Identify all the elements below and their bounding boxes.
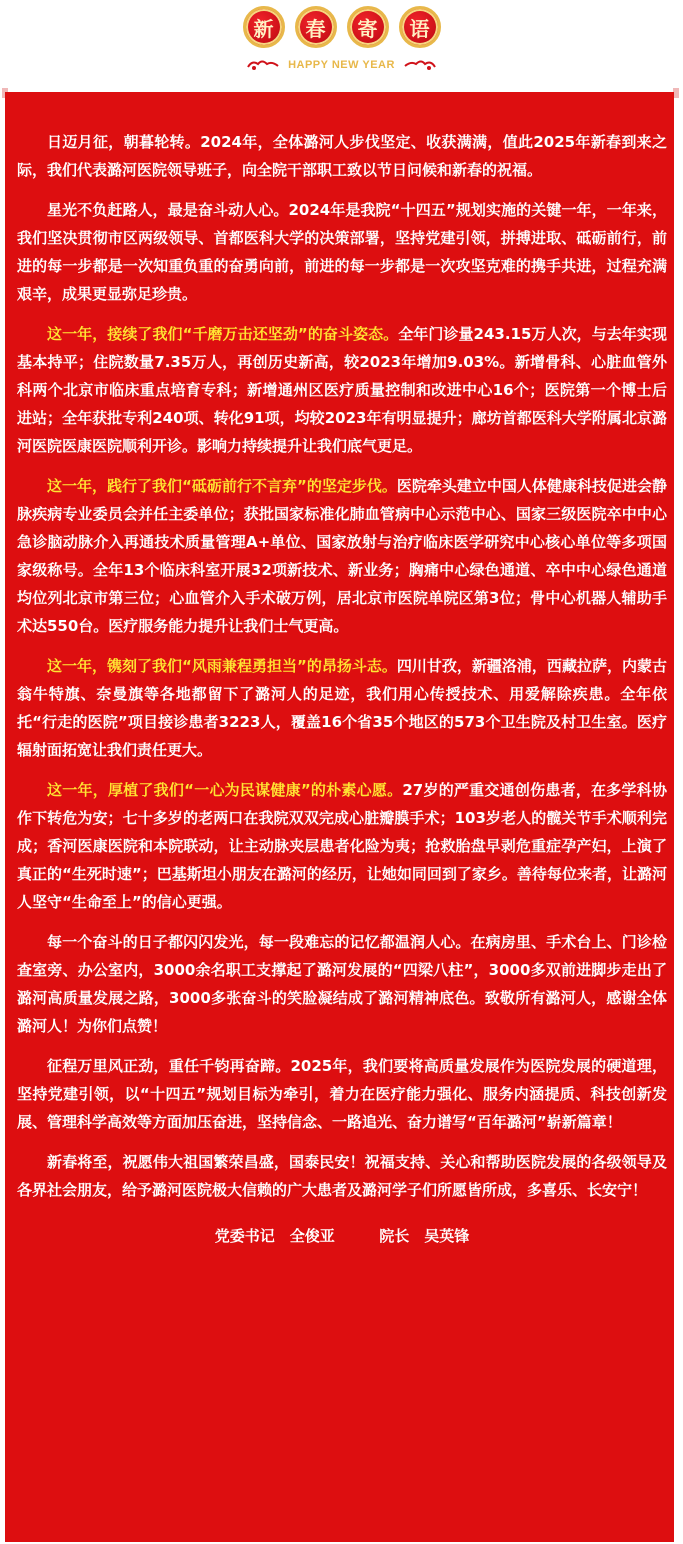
title-char-badge: 语	[399, 6, 441, 48]
paragraph-text: 27岁的严重交通创伤患者，在多学科协作下转危为安；七十多岁的老两口在我院双双完成心脏瓣膜手术；103岁老人的髋关节手术顺利完成；香河医康医院和本院联动，让主动脉夹层患者化险为夷；抢救胎盘早剥危重症孕产妇，上演了真正的“生死时速”；巴基斯坦小朋友在潞河的经历，让她如同回到了家乡。善待每位来者，让潞河人坚守“生命至上”的信心更强。	[17, 781, 667, 911]
paragraph-highlight: 这一年，践行了我们“砥砺前行不言弃”的坚定步伐。	[47, 477, 397, 495]
greeting-body	[17, 128, 667, 1250]
greeting-card	[5, 92, 674, 1542]
paragraph	[17, 928, 667, 1040]
paragraph	[17, 320, 667, 460]
paragraph-text: 四川甘孜，新疆洛浦，西藏拉萨，内蒙古翁牛特旗、奈曼旗等各地都留下了潞河人的足迹，我们用心传授技术、用爱解除疾患。全年依托“行走的医院”项目接诊患者3223人，覆盖16个省35个地区的573个卫生院及村卫生室。医疗辐射面拓宽让我们责任更大。	[17, 657, 667, 759]
auspicious-cloud-right-icon	[403, 58, 437, 72]
paragraph-text: 新春将至，祝愿伟大祖国繁荣昌盛，国泰民安！祝福支持、关心和帮助医院发展的各级领导及各界社会朋友，给予潞河医院极大信赖的广大患者及潞河学子们所愿皆所成，多喜乐、长安宁！	[17, 1153, 667, 1199]
paragraph	[17, 1148, 667, 1204]
signature-president: 院长 吴英锋	[379, 1227, 470, 1245]
paragraph	[17, 472, 667, 640]
paragraph-text: 医院牵头建立中国人体健康科技促进会静脉疾病专业委员会并任主委单位；获批国家标准化肺血管病中心示范中心、国家三级医院卒中中心急诊脑动脉介入再通技术质量管理A+单位、国家放射与治疗临床医学研究中心核心单位等多项国家级称号。全年13个临床科室开展32项新技术、新业务；胸痛中心绿色通道、卒中中心绿色通道均位列北京市第三位；心血管介入手术破万例，居北京市医院单院区第3位；骨中心机器人辅助手术达550台。医疗服务能力提升让我们士气更高。	[17, 477, 667, 635]
subtitle: HAPPY NEW YEAR	[288, 59, 395, 71]
greeting-header	[0, 0, 683, 88]
signature-party-secretary: 党委书记 全俊亚	[214, 1227, 335, 1245]
title-char-badge: 寄	[347, 6, 389, 48]
auspicious-cloud-left-icon	[246, 58, 280, 72]
paragraph	[17, 128, 667, 184]
paragraph-text: 每一个奋斗的日子都闪闪发光，每一段难忘的记忆都温润人心。在病房里、手术台上、门诊检查室旁、办公室内，3000余名职工支撑起了潞河发展的“四梁八柱”，3000多双前进脚步走出了潞河高质量发展之路，3000多张奋斗的笑脸凝结成了潞河精神底色。致敬所有潞河人，感谢全体潞河人！为你们点赞！	[17, 933, 667, 1035]
paragraph	[17, 652, 667, 764]
paragraph-text: 星光不负赶路人，最是奋斗动人心。2024年是我院“十四五”规划实施的关键一年，一年来，我们坚决贯彻市区两级领导、首都医科大学的决策部署，坚持党建引领，拼搏进取、砥砺前行，前进的每一步都是一次知重负重的奋勇向前，前进的每一步都是一次攻坚克难的携手共进，过程充满艰辛，成果更显弥足珍贵。	[17, 201, 667, 303]
title-char-badge: 新	[243, 6, 285, 48]
paragraph-highlight: 这一年，接续了我们“千磨万击还坚劲”的奋斗姿态。	[47, 325, 399, 343]
title-char-badge: 春	[295, 6, 337, 48]
paragraph	[17, 776, 667, 916]
paragraph	[17, 196, 667, 308]
paragraph	[17, 1052, 667, 1136]
subtitle-row	[0, 58, 683, 72]
paragraph-highlight: 这一年，镌刻了我们“风雨兼程勇担当”的昂扬斗志。	[47, 657, 397, 675]
paragraph-text: 征程万里风正劲，重任千钧再奋蹄。2025年，我们要将高质量发展作为医院发展的硬道理，坚持党建引领，以“十四五”规划目标为牵引，着力在医疗能力强化、服务内涵提质、科技创新发展、管理科学高效等方面加压奋进，坚持信念、一路追光、奋力谱写“百年潞河”崭新篇章！	[17, 1057, 667, 1131]
paragraph-text: 全年门诊量243.15万人次，与去年实现基本持平；住院数量7.35万人，再创历史新高，较2023年增加9.03%。新增骨科、心脏血管外科两个北京市临床重点培育专科；新增通州区医疗质量控制和改进中心16个；医院第一个博士后进站；全年获批专利240项、转化91项，均较2023年有明显提升；廊坊首都医科大学附属北京潞河医院医康医院顺利开诊。影响力持续提升让我们底气更足。	[17, 325, 667, 455]
signature	[17, 1222, 667, 1250]
paragraph-text: 日迈月征，朝暮轮转。2024年，全体潞河人步伐坚定、收获满满，值此2025年新春到来之际，我们代表潞河医院领导班子，向全院干部职工致以节日问候和新春的祝福。	[17, 133, 667, 179]
paragraph-highlight: 这一年，厚植了我们“一心为民谋健康”的朴素心愿。	[47, 781, 403, 799]
title-badges	[0, 6, 683, 48]
